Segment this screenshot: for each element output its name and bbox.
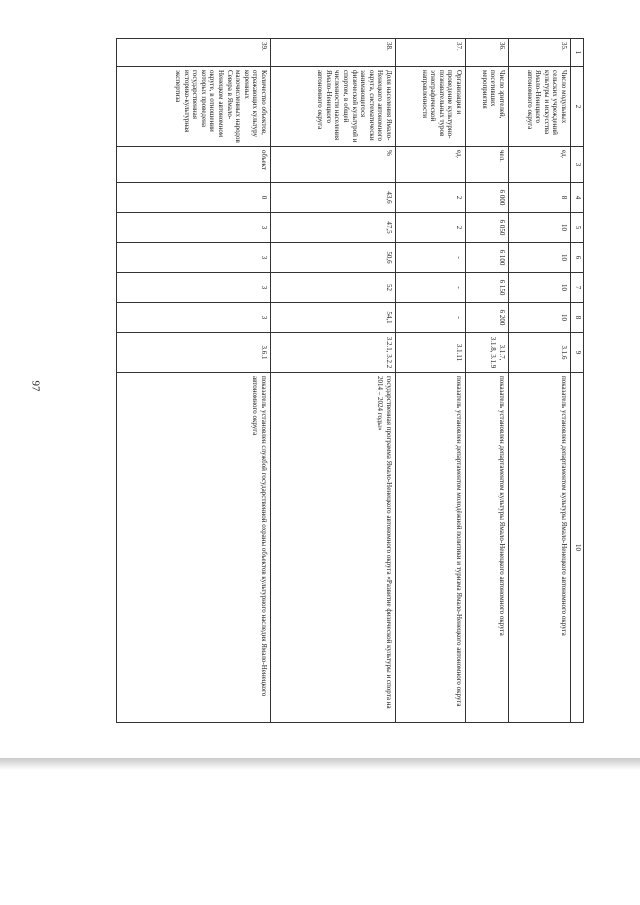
value-cell: 52 — [271, 273, 396, 303]
table-row — [271, 39, 396, 723]
row-number: 35. — [509, 39, 571, 67]
event-ref-cell: 3.1.7, 3.1.8, 3.1.9 — [466, 333, 509, 373]
indicator-name: Доля населения Ямало-Ненецкого автономного округа, систематически занимающегося физической культурой и спортом, в общей численности населения Ямало-Ненецкого автономного округа — [271, 67, 396, 147]
event-ref-cell: 3.6.1 — [117, 333, 271, 373]
value-cell: 3 — [117, 243, 271, 273]
unit-cell: ед. — [509, 147, 571, 183]
value-cell: 6 100 — [466, 243, 509, 273]
indicator-name: Количество объектов, отражающих культуру коренных малочисленных народов Севера в Ямало-Ненецком автономном округе, в отношении которых проведена государственная историко-культурная экспертиза — [117, 67, 271, 147]
source-cell: показатель установлен службой государственной охраны объектов культурного наследия Ямало-Ненецкого автономного округа — [117, 373, 271, 723]
value-cell: 10 — [509, 243, 571, 273]
header-cell: 5 — [571, 213, 584, 243]
value-cell: 3 — [117, 273, 271, 303]
value-cell: 6 000 — [466, 183, 509, 213]
value-cell: 2 — [396, 213, 466, 243]
event-ref-cell: 3.2.1, 3.2.2 — [271, 333, 396, 373]
header-cell: 3 — [571, 147, 584, 183]
header-row — [571, 39, 584, 723]
table-row — [466, 39, 509, 723]
value-cell: 54,1 — [271, 303, 396, 333]
value-cell: 8 — [509, 183, 571, 213]
header-cell: 9 — [571, 333, 584, 373]
value-cell: 3 — [117, 213, 271, 243]
indicator-name: Число модульных сельских учреждений культуры и искусства Ямало-Ненецкого автономного округа — [509, 67, 571, 147]
source-cell: показатель установлен департаментом культуры Ямало-Ненецкого автономного округа — [509, 373, 571, 723]
indicator-name: Число зрителей, посетивших мероприятия — [466, 67, 509, 147]
table-row — [509, 39, 571, 723]
value-cell: 10 — [509, 273, 571, 303]
row-number: 38. — [271, 39, 396, 67]
scan-edge-shadow — [0, 758, 640, 770]
unit-cell: % — [271, 147, 396, 183]
header-cell: 2 — [571, 67, 584, 147]
value-cell: 6 200 — [466, 303, 509, 333]
source-cell: показатель установлен департаментом молодёжной политики и туризма Ямало-Ненецкого автономного округа — [396, 373, 466, 723]
header-cell: 6 — [571, 243, 584, 273]
indicator-table — [116, 38, 584, 723]
header-cell: 10 — [571, 373, 584, 723]
unit-cell: объект — [117, 147, 271, 183]
value-cell: 3 — [117, 303, 271, 333]
table-row — [396, 39, 466, 723]
unit-cell: чел. — [466, 147, 509, 183]
value-cell: - — [396, 243, 466, 273]
header-cell: 1 — [571, 39, 584, 67]
value-cell: 0 — [117, 183, 271, 213]
value-cell: 47,5 — [271, 213, 396, 243]
header-cell: 8 — [571, 303, 584, 333]
value-cell: 10 — [509, 213, 571, 243]
unit-cell: ед. — [396, 147, 466, 183]
value-cell: 6 150 — [466, 273, 509, 303]
value-cell: 6 050 — [466, 213, 509, 243]
rotated-table-container — [116, 38, 584, 722]
value-cell: - — [396, 303, 466, 333]
value-cell: 10 — [509, 303, 571, 333]
page-number: 97 — [29, 380, 42, 392]
value-cell: - — [396, 273, 466, 303]
row-number: 37. — [396, 39, 466, 67]
event-ref-cell: 3.1.11 — [396, 333, 466, 373]
indicator-name: Организация и проведение культурно-познавательных туров этнографической направленности — [396, 67, 466, 147]
header-cell: 7 — [571, 273, 584, 303]
row-number: 39. — [117, 39, 271, 67]
value-cell: 2 — [396, 183, 466, 213]
header-cell: 4 — [571, 183, 584, 213]
table-row — [117, 39, 271, 723]
value-cell: 50,6 — [271, 243, 396, 273]
value-cell: 43,6 — [271, 183, 396, 213]
source-cell: показатель установлен департаментом культуры Ямало-Ненецкого автономного округа — [466, 373, 509, 723]
event-ref-cell: 3.1.6 — [509, 333, 571, 373]
source-cell: государственная программа Ямало-Ненецкого автономного округа «Развитие физической культуры и спорта на 2014 – 2024 годы» — [271, 373, 396, 723]
row-number: 36. — [466, 39, 509, 67]
